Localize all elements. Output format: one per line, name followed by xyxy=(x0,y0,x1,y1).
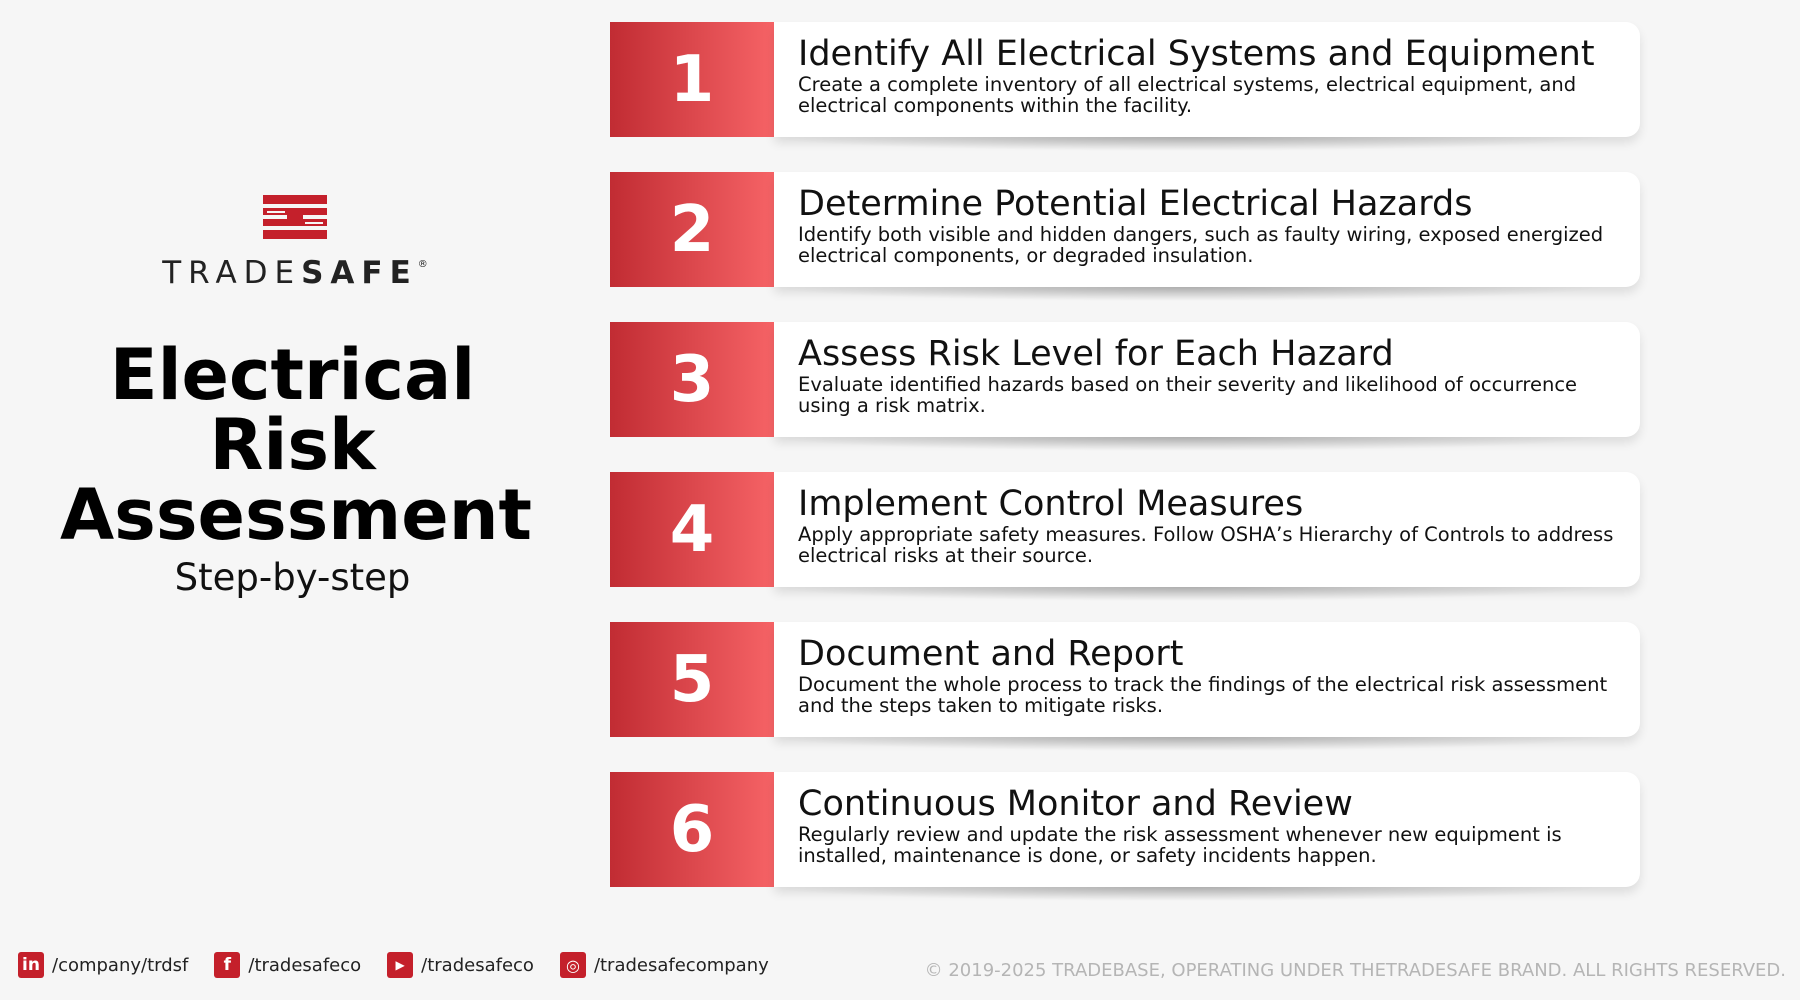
brand-wordmark xyxy=(80,255,510,291)
tradesafe-logo-icon xyxy=(263,195,327,241)
social-link-facebook[interactable] xyxy=(214,952,361,978)
social-handle: /tradesafeco xyxy=(248,954,362,976)
step-1 xyxy=(610,22,1640,137)
step-description: Apply appropriate safety measures. Follow OSHA’s Hierarchy of Controls to address electrical risks at their source. xyxy=(798,523,1614,567)
step-title: Assess Risk Level for Each Hazard xyxy=(798,334,1394,374)
step-card xyxy=(774,772,1640,887)
brand-block xyxy=(80,195,510,291)
title-line-1: Electrical xyxy=(109,334,476,416)
title-line-3: Assessment xyxy=(60,474,533,556)
step-2 xyxy=(610,172,1640,287)
social-link-instagram[interactable] xyxy=(560,952,769,978)
step-description: Create a complete inventory of all electrical systems, electrical equipment, and electrical components within the facility. xyxy=(798,73,1577,117)
step-number: 1 xyxy=(610,22,774,137)
step-6 xyxy=(610,772,1640,887)
step-card xyxy=(774,472,1640,587)
registered-mark: ® xyxy=(417,259,428,270)
step-3 xyxy=(610,322,1640,437)
instagram-icon: ◎ xyxy=(560,952,586,978)
youtube-icon: ▶ xyxy=(387,952,413,978)
social-handle: /tradesafeco xyxy=(421,954,534,976)
social-link-linkedin[interactable] xyxy=(18,952,188,978)
step-description: Document the whole process to track the findings of the electrical risk assessment and the steps taken to mitigate risks. xyxy=(798,673,1608,717)
step-card xyxy=(774,172,1640,287)
step-title: Continuous Monitor and Review xyxy=(798,784,1353,824)
linkedin-icon: in xyxy=(18,952,44,978)
step-title: Determine Potential Electrical Hazards xyxy=(798,184,1473,224)
title-line-2: Risk xyxy=(209,404,376,486)
social-handle: /tradesafecompany xyxy=(593,954,769,976)
step-title: Identify All Electrical Systems and Equipment xyxy=(798,34,1595,74)
step-title: Implement Control Measures xyxy=(798,484,1304,524)
step-number: 2 xyxy=(610,172,774,287)
brand-name-bold: SAFE xyxy=(301,255,418,291)
steps-list xyxy=(610,22,1640,922)
copyright-notice: © 2019-2025 TRADEBASE, OPERATING UNDER THETRADESAFE BRAND. ALL RIGHTS RESERVED. xyxy=(924,960,1786,981)
step-5 xyxy=(610,622,1640,737)
social-link-youtube[interactable] xyxy=(387,952,534,978)
step-description: Regularly review and update the risk assessment whenever new equipment is installed, maintenance is done, or safety incidents happen. xyxy=(798,823,1562,867)
brand-name-light: TRADE xyxy=(162,255,302,291)
page-subtitle: Step-by-step xyxy=(174,556,411,599)
step-card xyxy=(774,322,1640,437)
step-number: 5 xyxy=(610,622,774,737)
step-title: Document and Report xyxy=(798,634,1184,674)
step-number: 6 xyxy=(610,772,774,887)
facebook-icon: f xyxy=(214,952,240,978)
step-description: Identify both visible and hidden dangers, such as faulty wiring, exposed energized electrical components, or degraded insulation. xyxy=(798,223,1604,267)
step-description: Evaluate identified hazards based on their severity and likelihood of occurrence using a risk matrix. xyxy=(798,373,1578,417)
social-handle: /company/trdsf xyxy=(52,954,189,976)
step-number: 3 xyxy=(610,322,774,437)
step-4 xyxy=(610,472,1640,587)
step-card xyxy=(774,22,1640,137)
social-links xyxy=(18,952,795,978)
page-title xyxy=(60,334,533,599)
step-card xyxy=(774,622,1640,737)
step-number: 4 xyxy=(610,472,774,587)
